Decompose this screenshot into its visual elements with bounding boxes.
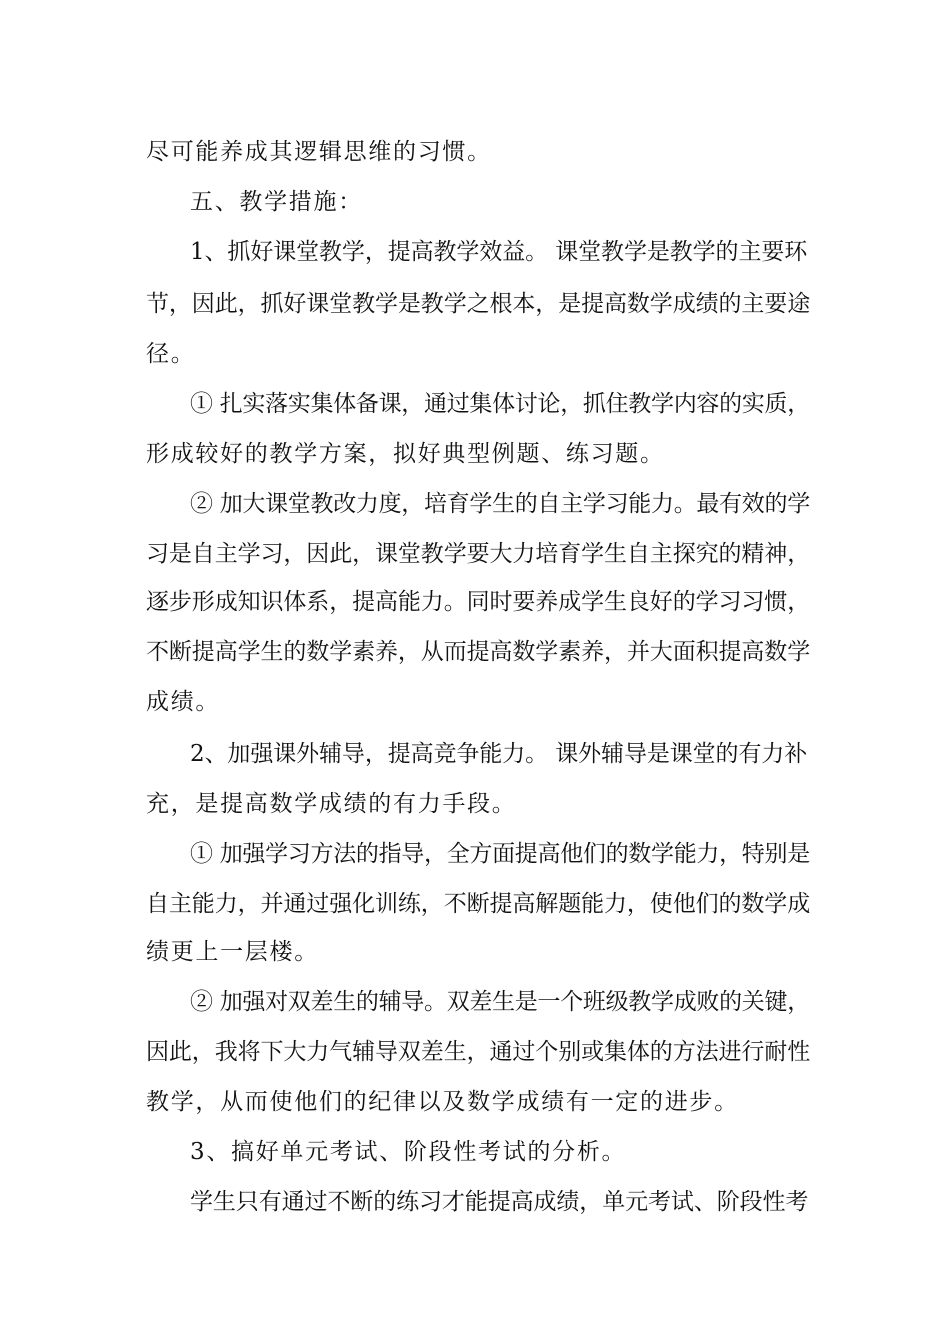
text-line: 3、搞好单元考试、阶段性考试的分析。	[190, 1139, 627, 1165]
text-line: 尽可能养成其逻辑思维的习惯。	[146, 139, 492, 165]
text-line: 径。	[146, 341, 196, 367]
text-line: 形成较好的教学方案，拟好典型例题、练习题。	[146, 441, 665, 467]
text-line: ① 扎实落实集体备课，通过集体讨论，抓住教学内容的实质，	[190, 391, 810, 417]
text-line: 充，是提高数学成绩的有力手段。	[146, 791, 517, 817]
text-line: 成绩。	[146, 689, 221, 715]
text-line: ② 加大课堂教改力度，培育学生的自主学习能力。最有效的学	[190, 491, 810, 517]
text-line: 教学，从而使他们的纪律以及数学成绩有一定的进步。	[146, 1089, 739, 1115]
section-heading: 五、教学措施：	[190, 189, 363, 215]
text-line: 学生只有通过不断的练习才能提高成绩，单元考试、阶段性考	[190, 1189, 809, 1215]
text-line: 逐步形成知识体系，提高能力。同时要养成学生良好的学习习惯，	[146, 589, 811, 615]
text-line: ① 加强学习方法的指导，全方面提高他们的数学能力，特别是	[190, 841, 810, 867]
text-line: 不断提高学生的数学素养，从而提高数学素养，并大面积提高数学	[146, 639, 811, 665]
text-line: 节，因此，抓好课堂教学是教学之根本，是提高数学成绩的主要途	[146, 291, 811, 317]
text-line: 绩更上一层楼。	[146, 939, 319, 965]
text-line: ② 加强对双差生的辅导。双差生是一个班级教学成败的关键，	[190, 989, 810, 1015]
text-line: 习是自主学习，因此，课堂教学要大力培育学生自主探究的精神，	[146, 541, 811, 567]
text-line: 2、加强课外辅导，提高竞争能力。 课外辅导是课堂的有力补	[190, 741, 808, 767]
text-line: 自主能力，并通过强化训练，不断提高解题能力，使他们的数学成	[146, 891, 811, 917]
text-line: 1、抓好课堂教学，提高教学效益。 课堂教学是教学的主要环	[190, 239, 808, 265]
text-line: 因此，我将下大力气辅导双差生，通过个别或集体的方法进行耐性	[146, 1039, 811, 1065]
